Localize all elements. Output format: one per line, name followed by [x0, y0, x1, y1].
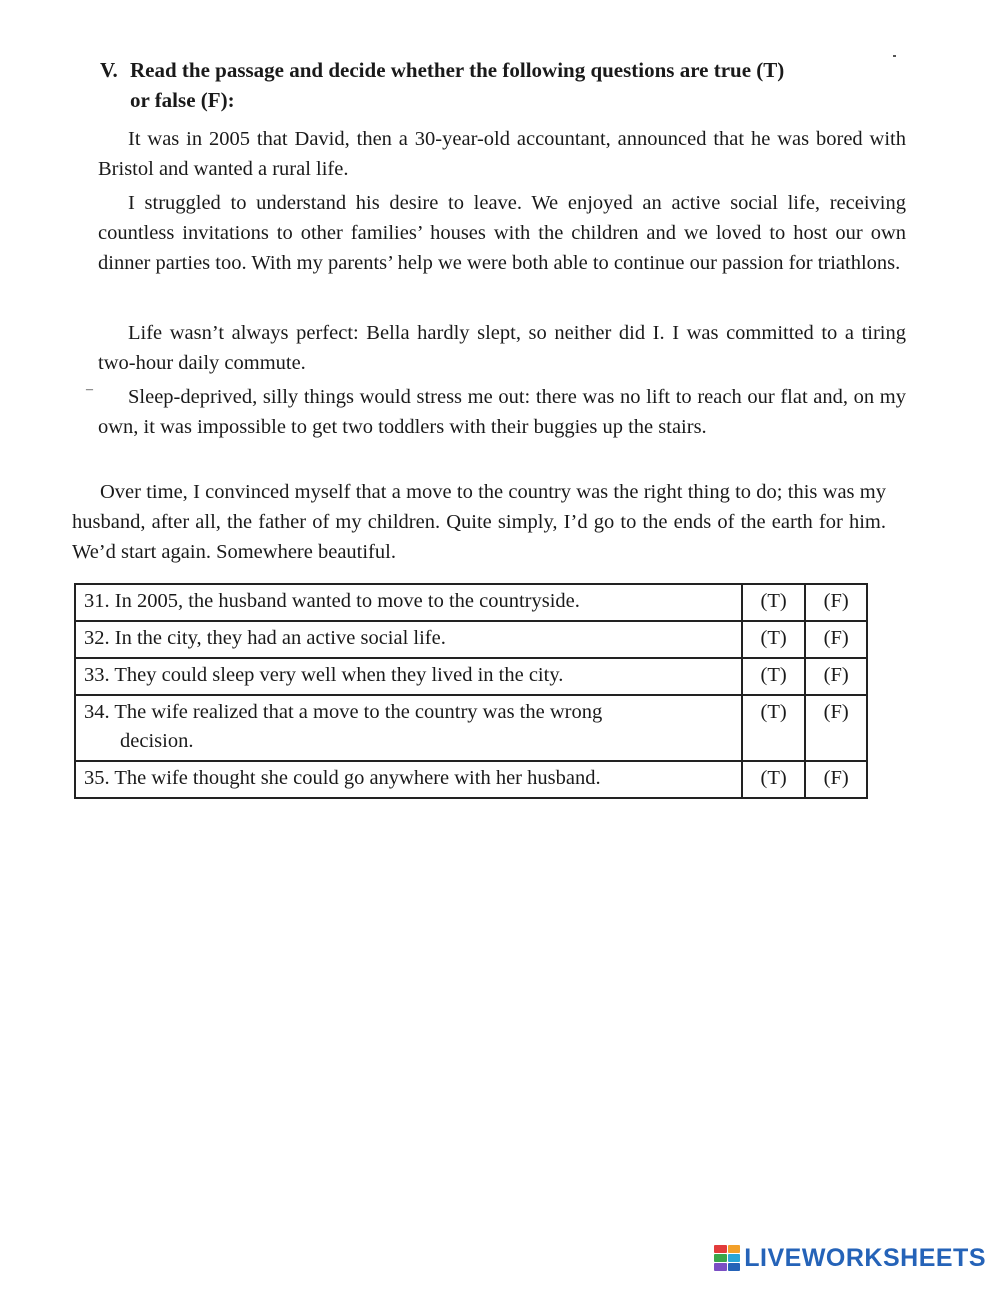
logo-tile [714, 1245, 727, 1253]
passage-paragraph-2: I struggled to understand his desire to leave. We enjoyed an active social life, receiving countless invitations to other families’ houses with the children and we loved to host our own dinner parties too. With my parents’ help we were both able to continue our passion for triathlons. [98, 192, 906, 274]
liveworksheets-logo [714, 1243, 986, 1273]
true-option[interactable]: (T) [742, 695, 806, 761]
question-text: In 2005, the husband wanted to move to the countryside. [114, 590, 580, 612]
table-row [75, 658, 867, 695]
true-option[interactable]: (T) [742, 761, 806, 798]
question-cell [75, 761, 742, 798]
table-row [75, 695, 867, 761]
false-option[interactable]: (F) [805, 658, 867, 695]
passage-paragraph-3: Life wasn’t always perfect: Bella hardly slept, so neither did I. I was committed to a tiring two-hour daily commute. [98, 322, 906, 374]
question-cell [75, 584, 742, 621]
question-text-continued: decision. [120, 730, 194, 752]
question-cell [75, 621, 742, 658]
question-cell [75, 695, 742, 761]
question-number: 33. [84, 664, 110, 686]
false-option[interactable]: (F) [805, 761, 867, 798]
passage-paragraph-1: It was in 2005 that David, then a 30-year-old accountant, announced that he was bored with Bristol and wanted a rural life. [98, 128, 906, 180]
question-cell [75, 658, 742, 695]
brand-name: LIVEWORKSHEETS [744, 1243, 986, 1272]
question-number: 35. [84, 767, 110, 789]
question-number: 31. [84, 590, 110, 612]
logo-tile [714, 1263, 727, 1271]
true-option[interactable]: (T) [742, 621, 806, 658]
true-false-table [74, 583, 868, 799]
true-option[interactable]: (T) [742, 658, 806, 695]
false-option[interactable]: (F) [805, 621, 867, 658]
true-option[interactable]: (T) [742, 584, 806, 621]
instruction-line-1: Read the passage and decide whether the following questions are true (T) [130, 58, 785, 82]
question-number: 32. [84, 627, 110, 649]
table-row [75, 761, 867, 798]
question-text: They could sleep very well when they lived in the city. [114, 664, 564, 686]
question-text: In the city, they had an active social life. [114, 627, 446, 649]
table-row [75, 621, 867, 658]
logo-tile [728, 1254, 741, 1262]
section-number: V. [100, 58, 118, 82]
false-option[interactable]: (F) [805, 695, 867, 761]
false-option[interactable]: (F) [805, 584, 867, 621]
table-row [75, 584, 867, 621]
question-text: The wife realized that a move to the country was the wrong [114, 701, 603, 723]
liveworksheets-icon [714, 1245, 740, 1271]
logo-tile [728, 1263, 741, 1271]
logo-tile [728, 1245, 741, 1253]
question-text: The wife thought she could go anywhere with her husband. [114, 767, 601, 789]
logo-tile [714, 1254, 727, 1262]
passage-paragraph-4: Sleep-deprived, silly things would stress me out: there was no lift to reach our flat and, on my own, it was impossible to get two toddlers with their buggies up the stairs. [98, 386, 906, 438]
instruction-line-2: or false (F): [130, 88, 235, 112]
margin-mark: – [86, 382, 93, 397]
question-number: 34. [84, 701, 110, 723]
section-instruction [100, 55, 910, 115]
passage-paragraph-5: Over time, I convinced myself that a move to the country was the right thing to do; this was my husband, after all, the father of my children. Quite simply, I’d go to the ends of the earth for him. We’d start again. Somewhere beautiful. [72, 481, 886, 563]
